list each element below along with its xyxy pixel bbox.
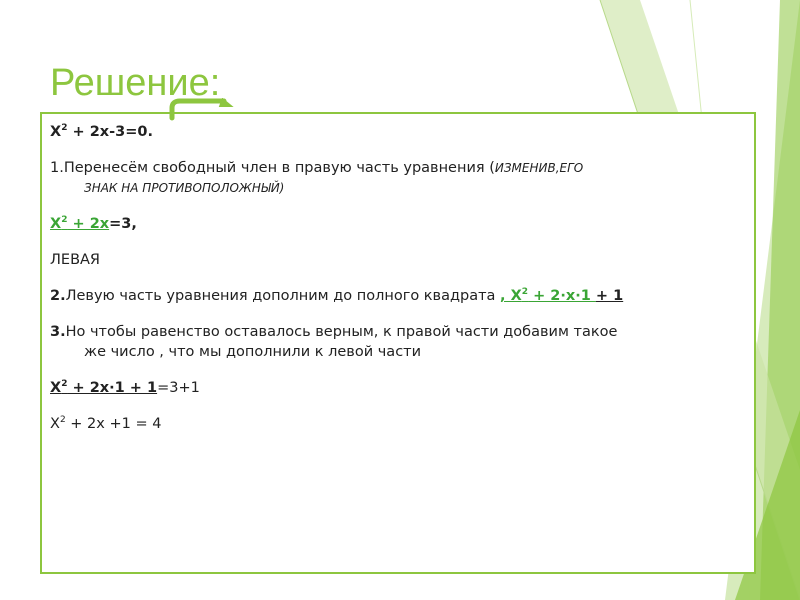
equation-exponent: 2 (61, 123, 68, 134)
line7-term: + 2x·1 + 1 (67, 380, 158, 396)
line3-exponent: 2 (61, 215, 68, 226)
step2-plus-one: + 1 (595, 288, 624, 304)
content-box (40, 112, 756, 574)
step3-text-2: же число , что мы дополнили к левой части (84, 344, 422, 360)
left-label: ЛЕВАЯ (50, 252, 101, 268)
equation-line (50, 122, 744, 142)
left-side-highlight (50, 216, 109, 232)
step2-text: Левую часть уравнения дополним до полного квадрата (65, 288, 501, 304)
step2-highlight (500, 288, 596, 304)
line8-term: + 2x +1 = 4 (65, 416, 162, 432)
page-title: Решение: (50, 62, 221, 104)
line3-base: X (50, 216, 62, 232)
step3-text: Но чтобы равенство оставалось верным, к правой части добавим такое (65, 324, 618, 340)
step2-exponent: 2 (521, 287, 529, 298)
line7-exponent: 2 (61, 379, 68, 390)
step2-number: 2. (50, 288, 66, 304)
moved-equation-line (50, 214, 744, 234)
step1-note: ИЗМЕНИВ,ЕГО (494, 161, 584, 175)
line7-rhs: =3+1 (157, 380, 200, 396)
step3-number: 3. (50, 324, 66, 340)
equation-base: X (50, 124, 62, 140)
curved-arrow-icon (168, 98, 238, 122)
line8-base: X (50, 416, 60, 432)
step1-number: 1. (50, 160, 64, 176)
line3-term: + 2x (67, 216, 110, 232)
completed-square-highlight (50, 380, 157, 396)
step1-note-2: ЗНАК НА ПРОТИВОПОЛОЖНЫЙ) (84, 181, 285, 195)
step1-text: Перенесём свободный член в правую часть уравнения ( (63, 160, 495, 176)
line8-exponent: 2 (59, 415, 66, 426)
step1-line (50, 158, 744, 198)
step2-line (50, 286, 744, 306)
result-line (50, 414, 744, 434)
equation-rest: + 2x-3=0. (67, 124, 153, 140)
line3-rhs: =3, (109, 216, 137, 232)
completed-square-line (50, 378, 744, 398)
line7-base: X (50, 380, 62, 396)
step2-term: + 2·x·1 (528, 288, 596, 304)
step2-base: , X (500, 288, 522, 304)
step3-line (50, 322, 744, 362)
